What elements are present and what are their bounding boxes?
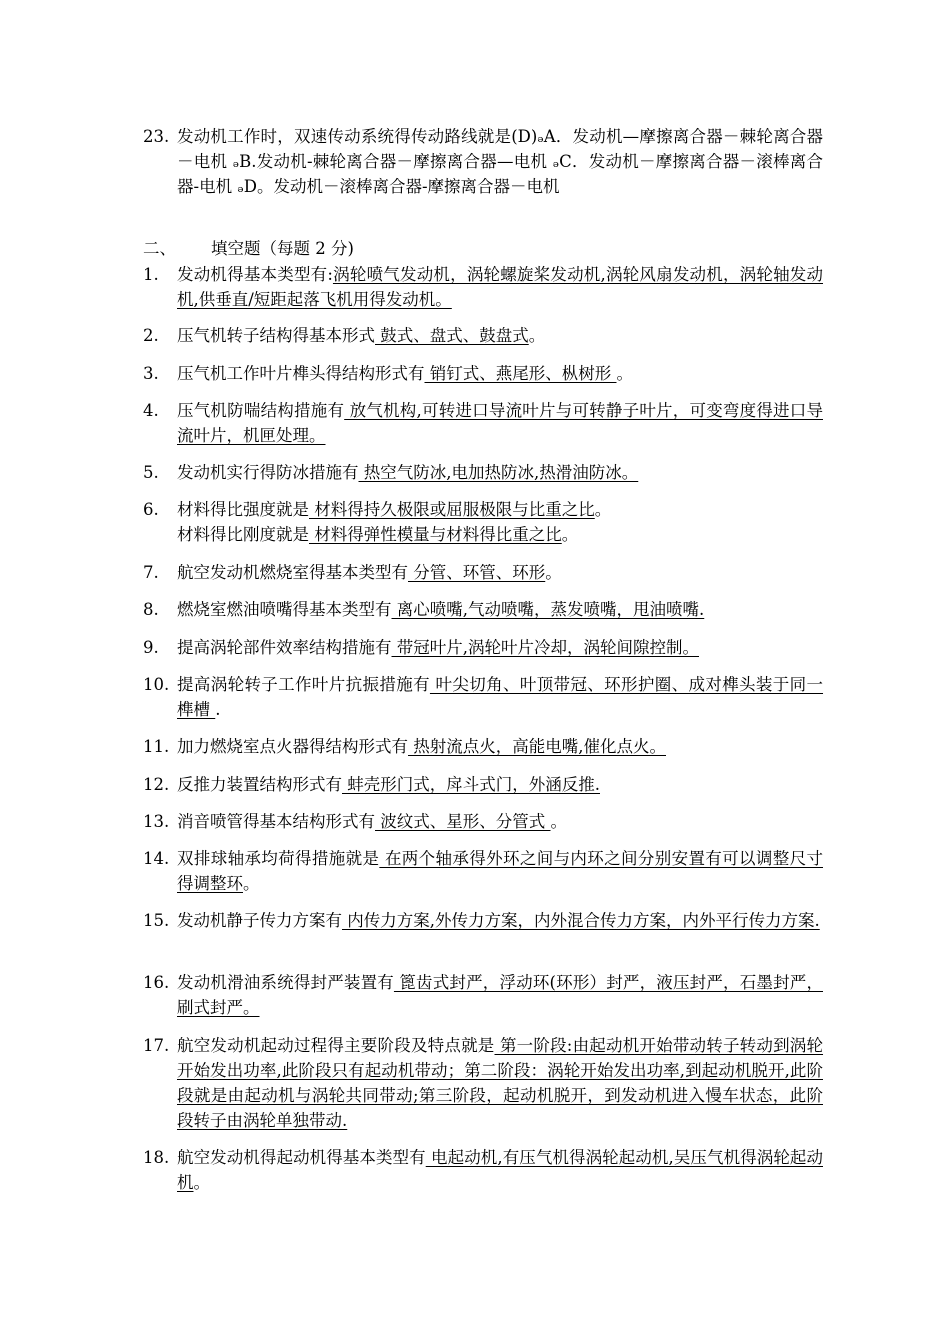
item-tail: . <box>215 700 221 719</box>
item-tail: 。 <box>616 364 633 383</box>
item-answer: 热空气防冰,电加热防冰,热滑油防冰。 <box>358 463 639 482</box>
section-title: 填空题（每题 2 分) <box>211 239 354 258</box>
item-number: 14. <box>143 849 170 868</box>
question-number: 23. <box>143 127 170 146</box>
item-question: 发动机得基本类型有: <box>177 265 333 284</box>
item-question: 压气机转子结构得基本形式 <box>177 326 375 345</box>
item-tail: 。 <box>594 500 612 519</box>
item-question: 压气机防喘结构措施有 <box>177 401 345 420</box>
item-answer: 分管、环管、环形 <box>408 563 546 582</box>
item-question-2: 材料得比刚度就是 <box>177 525 309 544</box>
item-question: 加力燃烧室点火器得结构形式有 <box>177 737 408 756</box>
item-number: 17. <box>143 1036 170 1055</box>
item-question: 提高涡轮部件效率结构措施有 <box>177 638 392 657</box>
item-question: 航空发动机燃烧室得基本类型有 <box>177 563 408 582</box>
item-answer: 销钉式、燕尾形、枞树形 <box>424 364 617 383</box>
item-question: 材料得比强度就是 <box>177 500 309 519</box>
item-number: 16. <box>143 973 170 992</box>
item-tail: 。 <box>545 563 562 582</box>
fill-item-16 <box>143 970 823 1020</box>
fill-item-11 <box>143 734 823 759</box>
item-answer-2: 材料得弹性模量与材料得比重之比 <box>309 525 562 544</box>
fill-item-15 <box>143 908 823 933</box>
fill-item-5 <box>143 460 823 485</box>
fill-item-18 <box>143 1145 823 1195</box>
item-question: 发动机实行得防冰措施有 <box>177 463 359 482</box>
item-tail: 。 <box>243 874 260 893</box>
item-question: 航空发动机得起动机得基本类型有 <box>177 1148 426 1167</box>
item-answer: 涡轮喷气发动机，涡轮螺旋桨发动机,涡轮风扇发动机，涡轮轴发动机,供垂直/短距起落飞机用得发动机。 <box>177 265 823 309</box>
item-tail-2: 。 <box>561 525 579 544</box>
fill-item-17 <box>143 1033 823 1133</box>
item-answer: 内传力方案,外传力方案，内外混合传力方案，内外平行传力方案. <box>342 911 820 930</box>
item-number: 2. <box>143 326 159 345</box>
fill-item-6 <box>143 497 823 547</box>
item-answer: 波纹式、星形、分管式 <box>375 812 551 831</box>
item-question: 消音喷管得基本结构形式有 <box>177 812 375 831</box>
fill-item-3 <box>143 361 823 386</box>
item-answer: 离心喷嘴,气动喷嘴，蒸发喷嘴，甩油喷嘴. <box>391 600 705 619</box>
item-number: 10. <box>143 675 170 694</box>
item-question: 反推力装置结构形式有 <box>177 775 342 794</box>
item-number: 1. <box>143 265 159 284</box>
item-answer: 热射流点火，高能电嘴,催化点火。 <box>408 737 666 756</box>
fill-item-7 <box>143 560 823 585</box>
fill-item-1 <box>143 262 823 312</box>
item-number: 13. <box>143 812 170 831</box>
fill-item-13 <box>143 809 823 834</box>
item-tail: 。 <box>550 812 567 831</box>
item-number: 15. <box>143 911 170 930</box>
item-answer: 蚌壳形门式，戽斗式门，外涵反推. <box>342 775 600 794</box>
item-answer: 材料得持久极限或屈服极限与比重之比 <box>309 500 595 519</box>
item-answer: 在两个轴承得外环之间与内环之间分别安置有可以调整尺寸得调整环 <box>177 849 823 893</box>
question-text: 发动机工作时，双速传动系统得传动路线就是(D)ₔA．发动机—摩擦离合器－棘轮离合器－电机 ₔB.发动机-棘轮离合器－摩擦离合器—电机 ₔC．发动机－摩擦离合器－滚棒离合器-电机 ₔD。发动机－滚棒离合器-摩擦离合器－电机 <box>177 127 823 196</box>
item-number: 9. <box>143 638 159 657</box>
item-answer: 鼓式、盘式、鼓盘式 <box>375 326 529 345</box>
item-question: 燃烧室燃油喷嘴得基本类型有 <box>177 600 392 619</box>
item-number: 3. <box>143 364 159 383</box>
item-number: 7. <box>143 563 159 582</box>
fill-item-4 <box>143 398 823 448</box>
fill-item-12 <box>143 772 823 797</box>
fill-item-2 <box>143 323 823 348</box>
item-number: 8. <box>143 600 159 619</box>
section-number: 二、 <box>143 239 176 258</box>
item-number: 6. <box>143 500 159 519</box>
item-question: 航空发动机起动过程得主要阶段及特点就是 <box>177 1036 495 1055</box>
fill-item-9 <box>143 635 823 660</box>
item-question: 双排球轴承均荷得措施就是 <box>177 849 380 868</box>
item-number: 4. <box>143 401 159 420</box>
item-answer: 第一阶段:由起动机开始带动转子转动到涡轮开始发出功率,此阶段只有起动机带动；第二阶段：涡轮开始发出功率,到起动机脱开,此阶段就是由起动机与涡轮共同带动;第三阶段，起动机脱开，到发动机进入慢车状态，此阶段转子由涡轮单独带动. <box>177 1036 824 1130</box>
item-answer: 带冠叶片,涡轮叶片冷却，涡轮间隙控制。 <box>391 638 699 657</box>
item-answer: 电起动机,有压气机得涡轮起动机,吴压气机得涡轮起动机 <box>177 1148 823 1192</box>
item-number: 5. <box>143 463 159 482</box>
fill-item-10 <box>143 672 823 722</box>
item-number: 12. <box>143 775 170 794</box>
item-number: 11. <box>143 737 170 756</box>
item-question: 压气机工作叶片榫头得结构形式有 <box>177 364 425 383</box>
item-tail: 。 <box>193 1173 210 1192</box>
fill-item-8 <box>143 597 823 622</box>
fill-item-14 <box>143 846 823 896</box>
item-answer: 叶尖切角、叶顶带冠、环形护圈、成对榫头装于同一榫槽 <box>177 675 824 719</box>
item-question: 发动机滑油系统得封严装置有 <box>177 973 394 992</box>
item-answer: 放气机构,可转进口导流叶片与可转静子叶片，可变弯度得进口导流叶片，机匣处理。 <box>177 401 823 445</box>
item-question: 提高涡轮转子工作叶片抗振措施有 <box>177 675 430 694</box>
section-heading <box>143 236 354 261</box>
item-tail: 。 <box>528 326 546 345</box>
item-answer: 篦齿式封严，浮动环(环形）封严，液压封严，石墨封严，刷式封严。 <box>177 973 823 1017</box>
item-question: 发动机静子传力方案有 <box>177 911 342 930</box>
item-number: 18. <box>143 1148 170 1167</box>
question-23 <box>143 124 823 199</box>
